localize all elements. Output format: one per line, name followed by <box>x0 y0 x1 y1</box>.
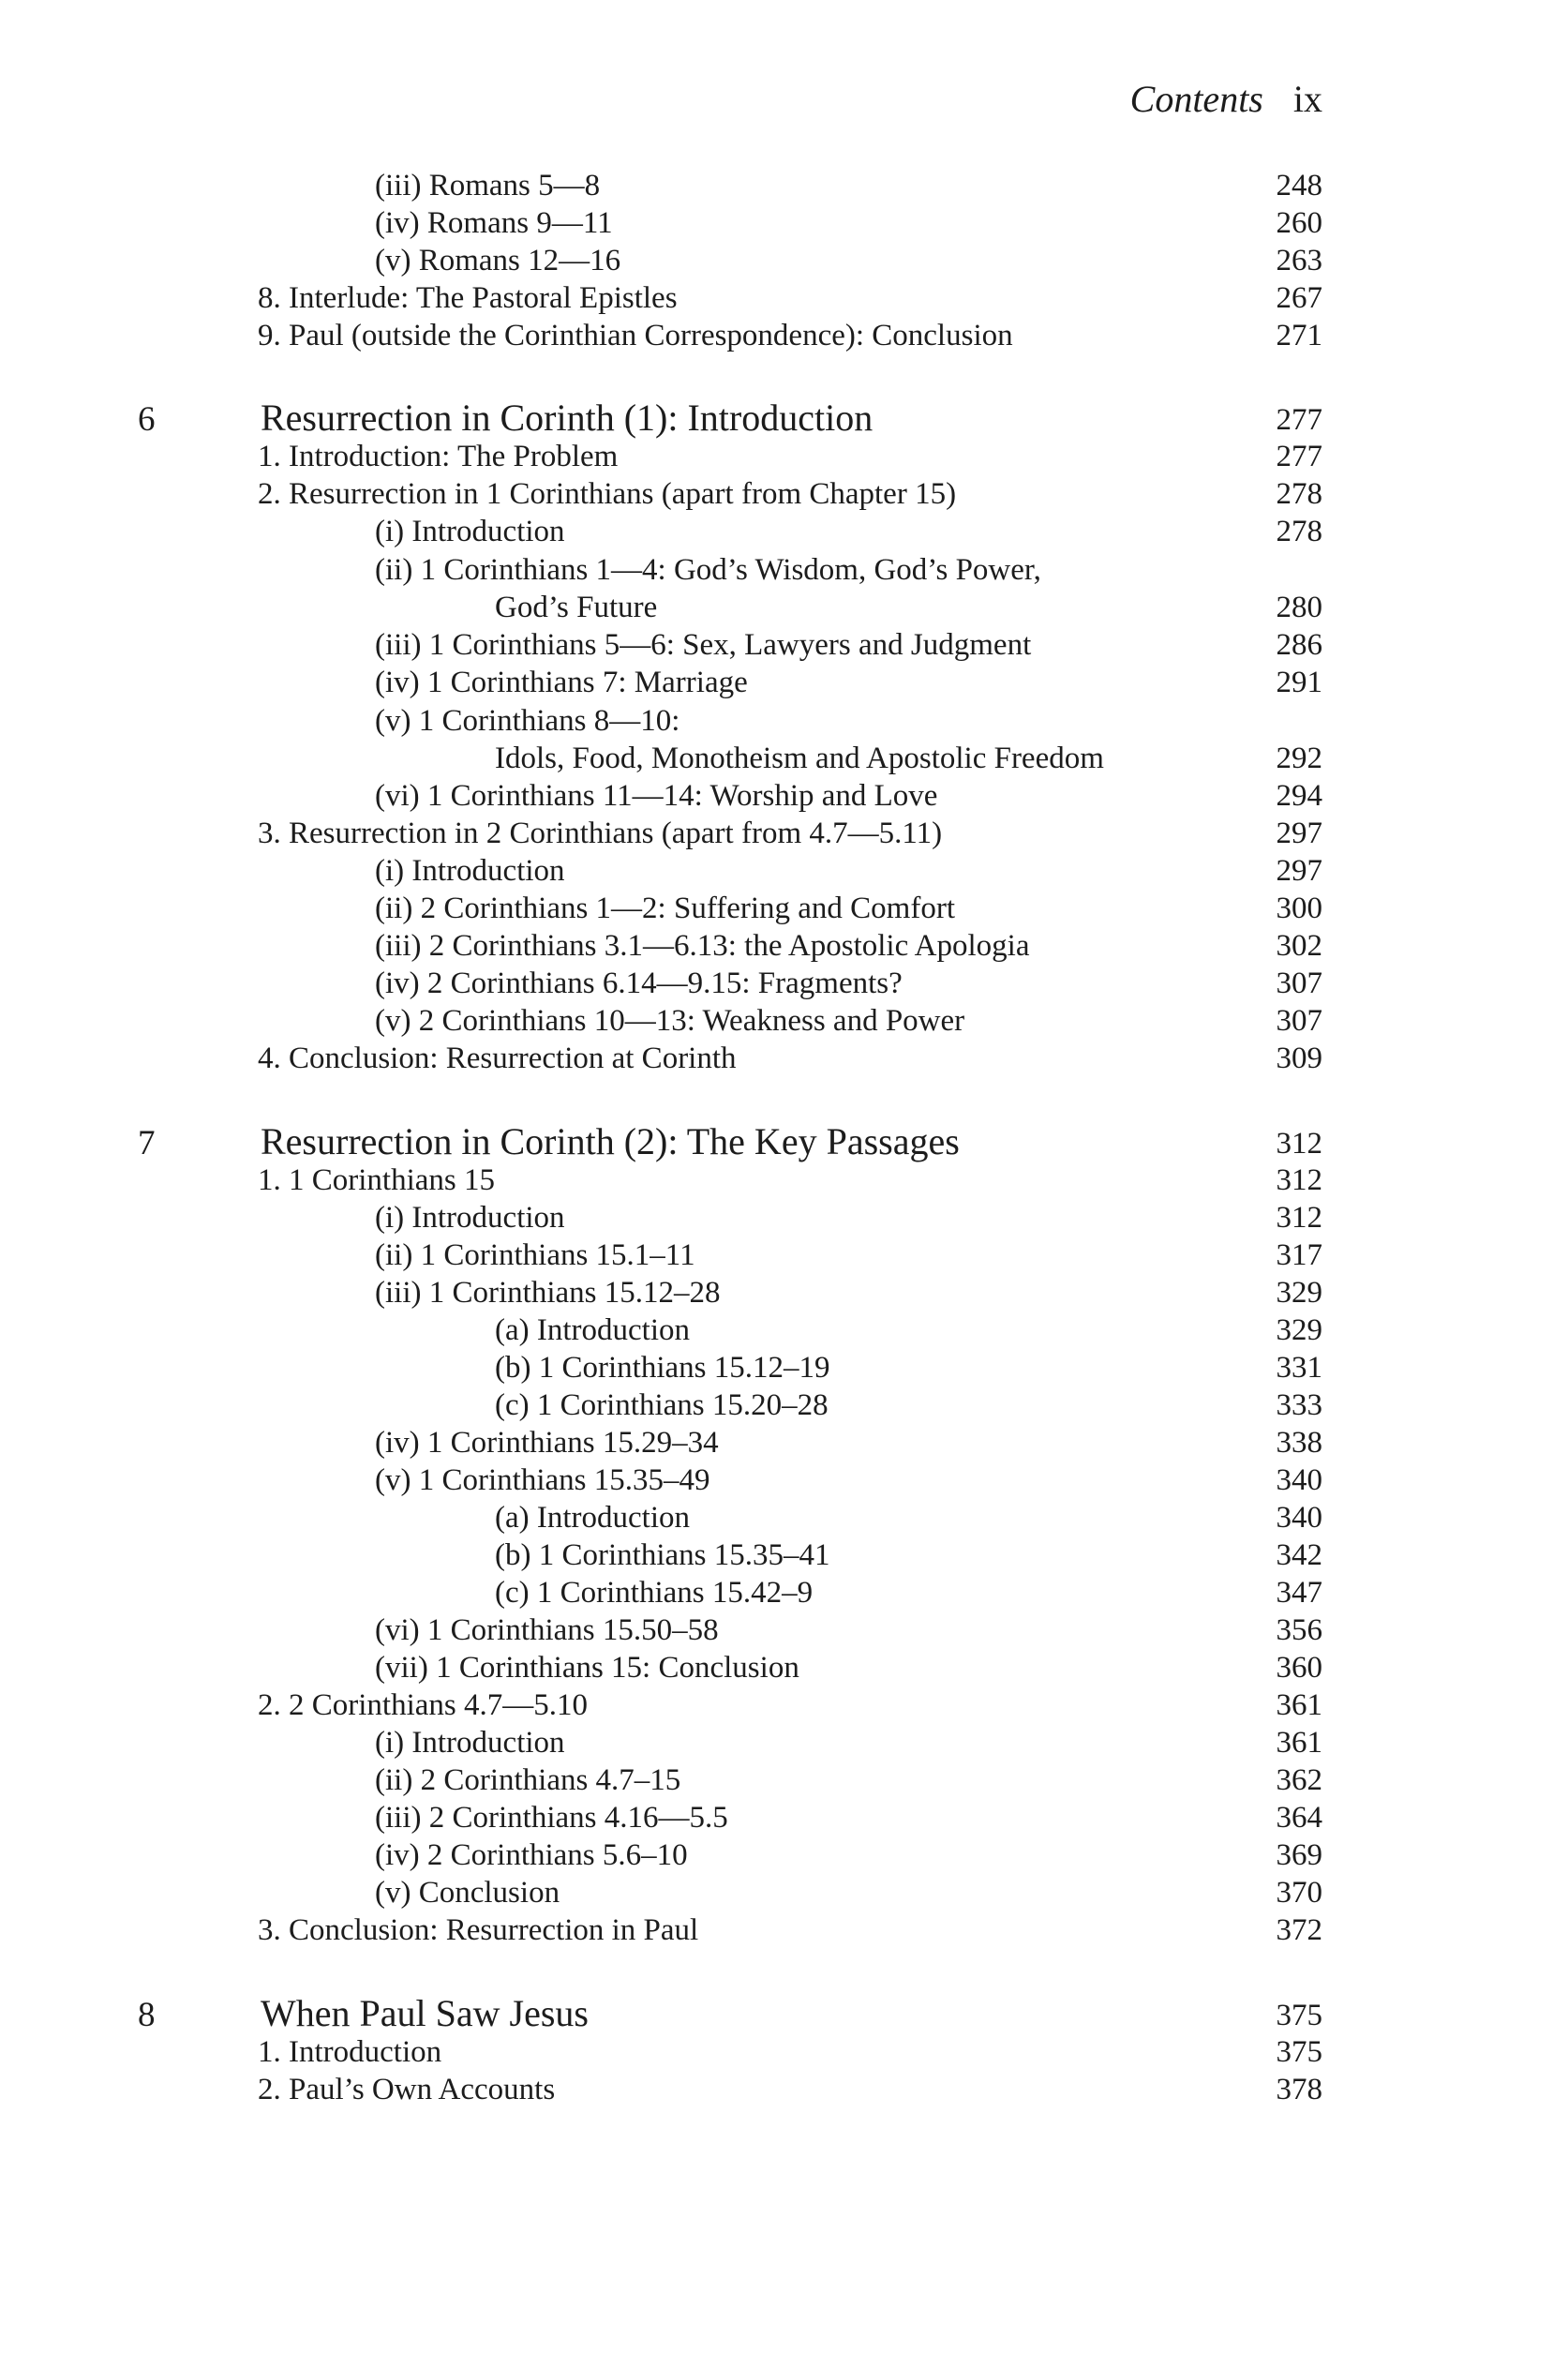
toc-page-number: 312 <box>1276 1201 1322 1235</box>
toc-entry-title: 3. Resurrection in 2 Corinthians (apart from 4.7—5.11) <box>258 817 943 850</box>
toc-page-number: 375 <box>1276 1999 1322 2032</box>
toc-page-number: 309 <box>1276 1042 1322 1075</box>
toc-entry-title: (a) Introduction <box>495 1313 691 1347</box>
toc-entry-title: 9. Paul (outside the Corinthian Correspondence): Conclusion <box>258 319 1013 352</box>
toc-entry-title: God’s Future <box>495 591 658 624</box>
running-header-title: Contents <box>1129 78 1263 120</box>
toc-chapter-entry <box>0 397 1568 442</box>
toc-entry <box>0 967 1568 1008</box>
toc-page-number: 342 <box>1276 1538 1322 1572</box>
toc-page-number: 340 <box>1276 1463 1322 1497</box>
toc-page-number: 361 <box>1276 1688 1322 1722</box>
toc-page-number: 292 <box>1276 742 1322 775</box>
toc-entry <box>0 854 1568 895</box>
chapter-number: 6 <box>138 400 156 439</box>
toc-entry-title: (iv) 2 Corinthians 6.14—9.15: Fragments? <box>375 967 903 1000</box>
toc-page-number: 300 <box>1276 892 1322 925</box>
toc-page-number: 260 <box>1276 206 1322 240</box>
toc-entry-title: 1. Introduction <box>258 2035 442 2069</box>
toc-page-number: 362 <box>1276 1763 1322 1797</box>
toc-page-number: 286 <box>1276 628 1322 662</box>
toc-page-number: 263 <box>1276 244 1322 277</box>
toc-entry <box>0 244 1568 285</box>
toc-page-number: 369 <box>1276 1838 1322 1872</box>
toc-entry <box>0 1688 1568 1730</box>
toc-page-number: 294 <box>1276 779 1322 813</box>
toc-entry <box>0 1163 1568 1205</box>
toc-entry-title: 1. Introduction: The Problem <box>258 440 619 473</box>
toc-entry <box>0 1426 1568 1467</box>
toc-page-number: 278 <box>1276 515 1322 548</box>
toc-entry-title: (iv) 2 Corinthians 5.6–10 <box>375 1838 688 1872</box>
toc-entry <box>0 666 1568 707</box>
toc-entry <box>0 1313 1568 1355</box>
toc-page-number: 375 <box>1276 2035 1322 2069</box>
chapter-title: Resurrection in Corinth (2): The Key Passages <box>261 1120 960 1162</box>
toc-entry <box>0 1801 1568 1842</box>
toc-page-number: 370 <box>1276 1876 1322 1910</box>
toc-entry-title: (i) Introduction <box>375 1726 565 1760</box>
toc-entry-title: (iv) 1 Corinthians 15.29–34 <box>375 1426 719 1460</box>
toc-entry-title: 2. Resurrection in 1 Corinthians (apart from Chapter 15) <box>258 477 957 511</box>
toc-page-number: 297 <box>1276 817 1322 850</box>
toc-entry <box>0 1276 1568 1317</box>
toc-entry <box>0 817 1568 858</box>
toc-entry <box>0 1838 1568 1880</box>
toc-entry-title: (b) 1 Corinthians 15.12–19 <box>495 1351 830 1385</box>
toc-page-number: 361 <box>1276 1726 1322 1760</box>
toc-page-number: 356 <box>1276 1613 1322 1647</box>
toc-entry <box>0 1201 1568 1242</box>
toc-entry-title: (i) Introduction <box>375 515 565 548</box>
toc-page-number: 331 <box>1276 1351 1322 1385</box>
toc-entry <box>0 1613 1568 1655</box>
toc-page-number: 267 <box>1276 281 1322 315</box>
toc-entry-title: (iv) 1 Corinthians 7: Marriage <box>375 666 748 699</box>
toc-entry-title: Idols, Food, Monotheism and Apostolic Freedom <box>495 742 1104 775</box>
toc-entry <box>0 929 1568 970</box>
toc-page-number: 329 <box>1276 1276 1322 1310</box>
toc-entry <box>0 169 1568 210</box>
toc-entry <box>0 779 1568 820</box>
toc-entry-title: (ii) 1 Corinthians 15.1–11 <box>375 1238 695 1272</box>
toc-entry <box>0 1501 1568 1542</box>
toc-entry-title: (b) 1 Corinthians 15.35–41 <box>495 1538 830 1572</box>
toc-entry <box>0 1351 1568 1392</box>
toc-entry-title: (a) Introduction <box>495 1501 691 1535</box>
toc-entry <box>0 1388 1568 1430</box>
chapter-title: When Paul Saw Jesus <box>261 1992 589 2034</box>
toc-entry-title: (vi) 1 Corinthians 15.50–58 <box>375 1613 719 1647</box>
toc-entry <box>0 2035 1568 2076</box>
chapter-number: 7 <box>138 1124 156 1162</box>
toc-page-number: 312 <box>1276 1163 1322 1197</box>
toc-entry <box>0 1651 1568 1692</box>
toc-page-number: 364 <box>1276 1801 1322 1835</box>
toc-entry <box>0 477 1568 518</box>
toc-entry-title: (iv) Romans 9—11 <box>375 206 613 240</box>
toc-entry-title: (ii) 1 Corinthians 1—4: God’s Wisdom, God’s Power, <box>375 553 1041 587</box>
toc-entry <box>0 1726 1568 1767</box>
page-number: ix <box>1292 78 1322 120</box>
toc-entry-title: 3. Conclusion: Resurrection in Paul <box>258 1913 699 1947</box>
toc-entry <box>0 2073 1568 2114</box>
toc-entry-title: 2. Paul’s Own Accounts <box>258 2073 556 2106</box>
toc-entry <box>0 206 1568 247</box>
toc-entry-title: (c) 1 Corinthians 15.42–9 <box>495 1576 814 1610</box>
toc-entry-title: (v) Romans 12—16 <box>375 244 621 277</box>
toc-page-number: 297 <box>1276 854 1322 888</box>
toc-page-number: 340 <box>1276 1501 1322 1535</box>
toc-entry <box>0 553 1568 594</box>
toc-page-number: 317 <box>1276 1238 1322 1272</box>
toc-chapter-entry <box>0 1120 1568 1166</box>
toc-entry <box>0 1004 1568 1045</box>
toc-entry-title: (ii) 2 Corinthians 1—2: Suffering and Comfort <box>375 892 955 925</box>
toc-page-number: 277 <box>1276 440 1322 473</box>
toc-entry-title: (c) 1 Corinthians 15.20–28 <box>495 1388 829 1422</box>
toc-page-number: 307 <box>1276 967 1322 1000</box>
toc-entry-title: (vi) 1 Corinthians 11—14: Worship and Love <box>375 779 938 813</box>
toc-page-number: 307 <box>1276 1004 1322 1038</box>
toc-entry <box>0 319 1568 360</box>
toc-chapter-entry <box>0 1992 1568 2038</box>
toc-entry-title: (iii) 2 Corinthians 3.1—6.13: the Apostolic Apologia <box>375 929 1030 963</box>
toc-page-number: 277 <box>1276 403 1322 437</box>
toc-entry-title: 4. Conclusion: Resurrection at Corinth <box>258 1042 737 1075</box>
toc-entry <box>0 1238 1568 1280</box>
toc-entry-title: 8. Interlude: The Pastoral Epistles <box>258 281 678 315</box>
toc-entry-title: (v) 1 Corinthians 15.35–49 <box>375 1463 710 1497</box>
toc-entry-title: (iii) Romans 5—8 <box>375 169 601 202</box>
toc-entry <box>0 892 1568 933</box>
toc-entry <box>0 281 1568 322</box>
toc-entry <box>0 440 1568 481</box>
toc-entry-title: (iii) 1 Corinthians 15.12–28 <box>375 1276 721 1310</box>
toc-page-number: 360 <box>1276 1651 1322 1685</box>
toc-page-number: 291 <box>1276 666 1322 699</box>
toc-entry-title: (i) Introduction <box>375 854 565 888</box>
toc-entry <box>0 1576 1568 1617</box>
toc-page-number: 333 <box>1276 1388 1322 1422</box>
toc-entry <box>0 1913 1568 1955</box>
toc-entry-title: (vii) 1 Corinthians 15: Conclusion <box>375 1651 799 1685</box>
toc-entry <box>0 628 1568 669</box>
toc-page-number: 302 <box>1276 929 1322 963</box>
toc-entry <box>0 742 1568 783</box>
chapter-number: 8 <box>138 1996 156 2034</box>
toc-page-number: 278 <box>1276 477 1322 511</box>
toc-page-number: 271 <box>1276 319 1322 352</box>
toc-entry-title: (iii) 1 Corinthians 5—6: Sex, Lawyers and Judgment <box>375 628 1032 662</box>
toc-entry <box>0 515 1568 556</box>
toc-entry-title: (v) 2 Corinthians 10—13: Weakness and Power <box>375 1004 965 1038</box>
toc-entry-title: (i) Introduction <box>375 1201 565 1235</box>
toc-page-number: 378 <box>1276 2073 1322 2106</box>
toc-page-number: 248 <box>1276 169 1322 202</box>
toc-page-number: 338 <box>1276 1426 1322 1460</box>
toc-entry-title: (ii) 2 Corinthians 4.7–15 <box>375 1763 681 1797</box>
toc-page-number: 372 <box>1276 1913 1322 1947</box>
toc-page-number: 329 <box>1276 1313 1322 1347</box>
toc-page-number: 280 <box>1276 591 1322 624</box>
toc-entry <box>0 704 1568 745</box>
toc-entry-title: (iii) 2 Corinthians 4.16—5.5 <box>375 1801 728 1835</box>
toc-entry-title: (v) Conclusion <box>375 1876 560 1910</box>
toc-entry <box>0 1763 1568 1805</box>
chapter-title: Resurrection in Corinth (1): Introduction <box>261 397 874 439</box>
toc-entry <box>0 1042 1568 1083</box>
toc-entry-title: 2. 2 Corinthians 4.7—5.10 <box>258 1688 588 1722</box>
toc-entry-title: 1. 1 Corinthians 15 <box>258 1163 495 1197</box>
toc-entry <box>0 591 1568 632</box>
toc-entry <box>0 1876 1568 1917</box>
toc-entry <box>0 1463 1568 1505</box>
toc-page-number: 347 <box>1276 1576 1322 1610</box>
toc-entry <box>0 1538 1568 1580</box>
toc-entry-title: (v) 1 Corinthians 8—10: <box>375 704 680 738</box>
toc-page-number: 312 <box>1276 1127 1322 1161</box>
